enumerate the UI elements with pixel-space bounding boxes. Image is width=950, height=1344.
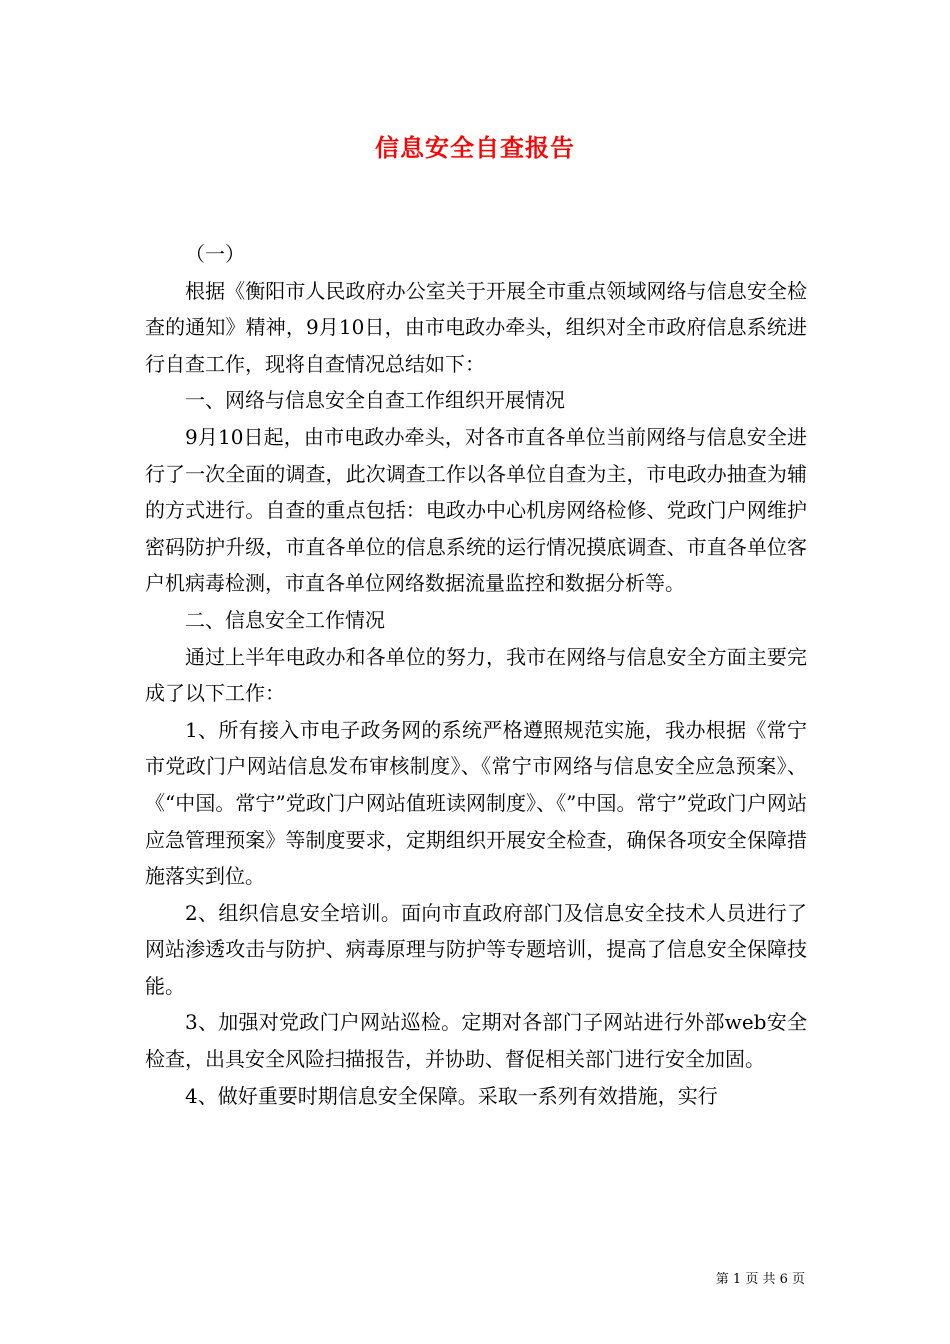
- list-item-2: 2、组织信息安全培训。面向市直政府部门及信息安全技术人员进行了网站渗透攻击与防护、病毒原理与防护等专题培训，提高了信息安全保障技能。: [145, 900, 807, 998]
- list-item-4: 4、做好重要时期信息安全保障。采取一系列有效措施，实行: [185, 1083, 718, 1108]
- heading-section-two: 二、信息安全工作情况: [185, 607, 385, 632]
- paragraph-section-number: （一）: [185, 242, 245, 266]
- heading-section-one: 一、网络与信息安全自查工作组织开展情况: [185, 388, 565, 413]
- list-item-1: 1、所有接入市电子政务网的系统严格遵照规范实施，我办根据《常宁市党政门户网站信息发布审核制度》、《常宁市网络与信息安全应急预案》、《“中国。常宁”党政门户网站值班读网制度》、《”中国。常宁”党政门户网站应急管理预案》等制度要求，定期组织开展安全检查，确保各项安全保障措施落实到位。: [145, 717, 807, 889]
- list-item-3: 3、加强对党政门户网站巡检。定期对各部门子网站进行外部web安全检查，出具安全风险扫描报告，并协助、督促相关部门进行安全加固。: [145, 1010, 807, 1072]
- document-body: [145, 236, 807, 1114]
- paragraph-intro: 根据《衡阳市人民政府办公室关于开展全市重点领域网络与信息安全检查的通知》精神，9月10日，由市电政办牵头，组织对全市政府信息系统进行自查工作，现将自查情况总结如下：: [145, 278, 807, 376]
- paragraph-section-two: 通过上半年电政办和各单位的努力，我市在网络与信息安全方面主要完成了以下工作：: [145, 644, 807, 706]
- page-number-footer: 第 1 页 共 6 页: [715, 1272, 805, 1287]
- document-title: 信息安全自查报告: [375, 133, 575, 162]
- paragraph-section-one: 9月10日起，由市电政办牵头，对各市直各单位当前网络与信息安全进行了一次全面的调查，此次调查工作以各单位自查为主，市电政办抽查为辅的方式进行。自查的重点包括：电政办中心机房网络检修、党政门户网维护密码防护升级，市直各单位的信息系统的运行情况摸底调查、市直各单位客户机病毒检测，市直各单位网络数据流量监控和数据分析等。: [145, 424, 807, 596]
